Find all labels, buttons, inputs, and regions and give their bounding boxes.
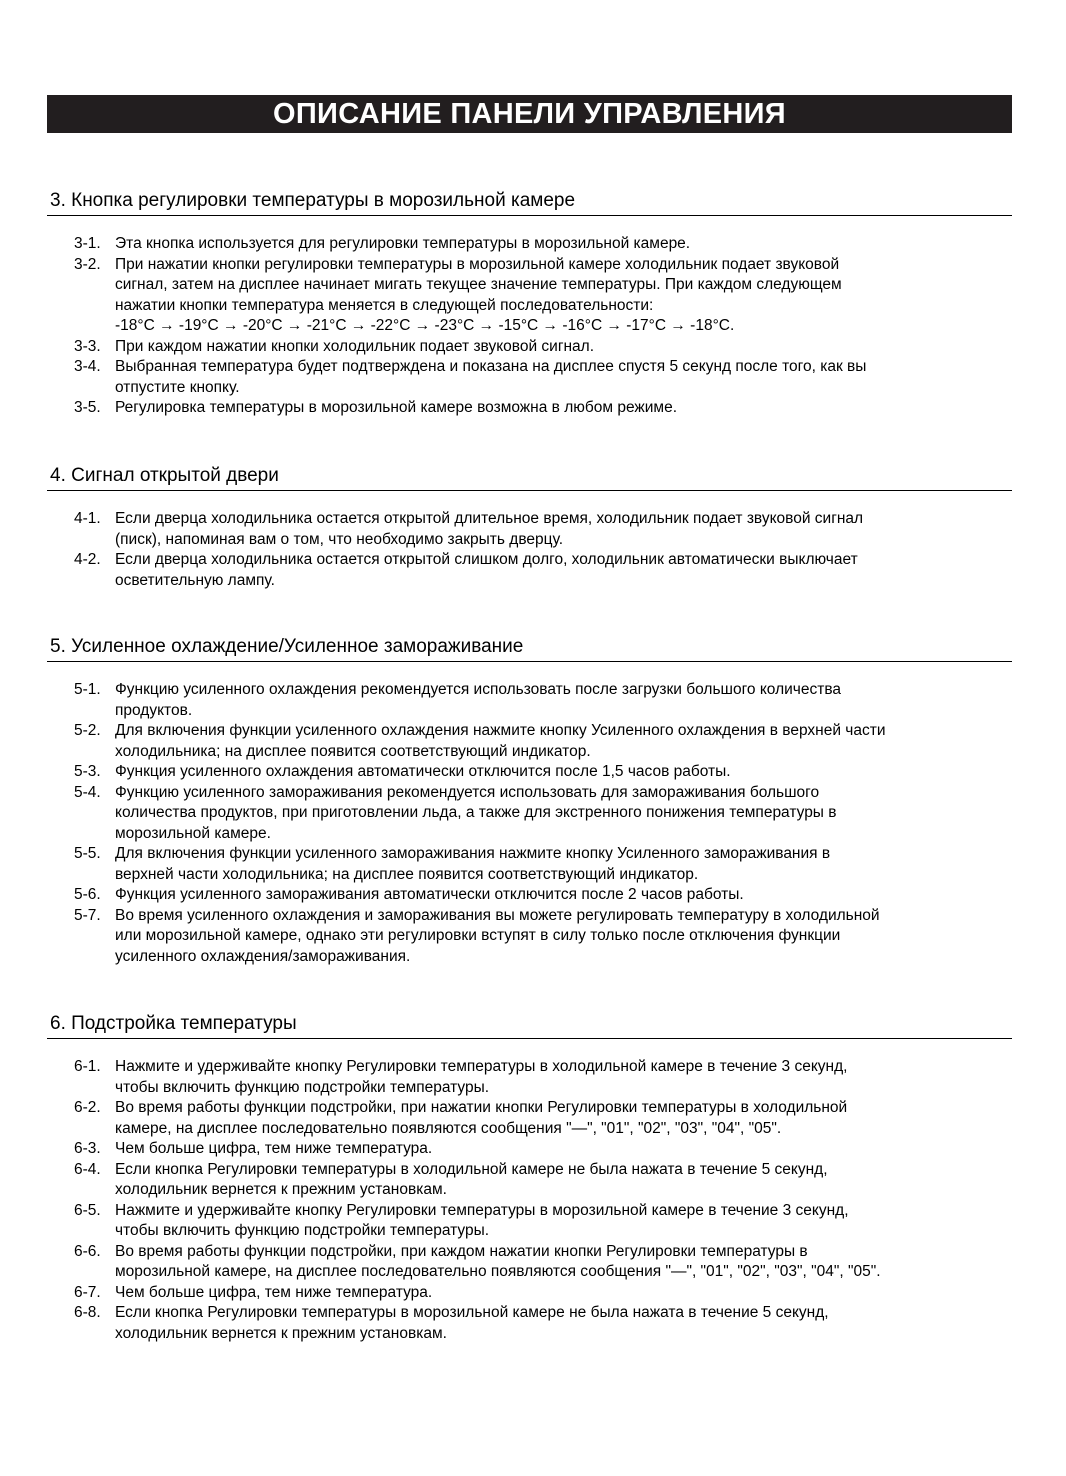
item-text-line: При нажатии кнопки регулировки температуры в морозильной камере холодильник подает звуковой [115, 255, 840, 273]
item-text [115, 1242, 1012, 1283]
section-items [47, 680, 1012, 967]
item-number: 4-1. [74, 510, 101, 527]
item-text-line: морозильной камере. [115, 824, 271, 842]
item-number: 5-5. [74, 845, 101, 862]
item-number: 5-4. [74, 783, 101, 801]
item-text-line: морозильной камере, на дисплее последовательно появляются сообщения "—", "01", "02", "03", "04", "05". [115, 1263, 881, 1280]
item-text-line: верхней части холодильника; на дисплее появится соответствующий индикатор. [115, 865, 699, 883]
list-item [47, 1160, 1012, 1201]
list-item [47, 1242, 1012, 1283]
list-item [47, 398, 1012, 419]
item-text-line: Функцию усиленного замораживания рекомендуется использовать для замораживания большого [115, 783, 820, 801]
item-text-line: Функция усиленного замораживания автоматически отключится после 2 часов работы. [115, 886, 744, 903]
item-text [115, 885, 1012, 906]
section-heading: 3. Кнопка регулировки температуры в морозильной камере [47, 190, 1012, 216]
item-text [115, 1160, 1012, 1201]
item-text-line: Чем больше цифра, тем ниже температура. [115, 1140, 433, 1157]
list-item [47, 550, 1012, 591]
item-text-line: Эта кнопка используется для регулировки температуры в морозильной камере. [115, 235, 691, 252]
item-text [115, 509, 1012, 550]
list-item [47, 1201, 1012, 1242]
item-text-line: сигнал, затем на дисплее начинает мигать текущее значение температуры. При каждом следующем [115, 276, 842, 293]
item-text [115, 255, 1012, 337]
item-text-line: камере, на дисплее последовательно появляются сообщения "—", "01", "02", "03", "04", "05". [115, 1119, 782, 1137]
item-text-line: Во время работы функции подстройки, при каждом нажатии кнопки Регулировки температуры в [115, 1242, 808, 1260]
item-text [115, 337, 1012, 358]
list-item [47, 844, 1012, 885]
item-text [115, 1139, 1012, 1160]
list-item [47, 234, 1012, 255]
item-text [115, 234, 1012, 255]
item-text-line: Если дверца холодильника остается открытой слишком долго, холодильник автоматически выключает [115, 551, 858, 568]
item-number: 4-2. [74, 551, 101, 568]
list-item [47, 357, 1012, 398]
item-text [115, 1057, 1012, 1098]
item-number: 3-3. [74, 337, 101, 355]
item-text-line: или морозильной камере, однако эти регулировки вступят в силу только после отключения функции [115, 927, 841, 944]
list-item [47, 337, 1012, 358]
item-number: 6-6. [74, 1242, 101, 1260]
item-text-line: холодильник вернется к прежним установкам. [115, 1324, 447, 1342]
item-number: 5-2. [74, 722, 101, 739]
item-text-line: Регулировка температуры в морозильной камере возможна в любом режиме. [115, 399, 677, 416]
section-6 [47, 1013, 1012, 1344]
item-number: 3-1. [74, 235, 101, 252]
item-number: 3-2. [74, 255, 101, 273]
item-text [115, 680, 1012, 721]
item-text-line: усиленного охлаждения/замораживания. [115, 947, 411, 965]
item-text-line: Функция усиленного охлаждения автоматически отключится после 1,5 часов работы. [115, 763, 731, 780]
item-text-line: отпустите кнопку. [115, 378, 240, 396]
item-text-line: -18°C → -19°C → -20°C → -21°C → -22°C → -23°C → -15°C → -16°C → -17°C → -18°C. [115, 317, 735, 334]
item-text-line: Чем больше цифра, тем ниже температура. [115, 1283, 433, 1301]
item-text-line: осветительную лампу. [115, 571, 275, 589]
list-item [47, 680, 1012, 721]
list-item [47, 721, 1012, 762]
list-item [47, 509, 1012, 550]
item-text [115, 357, 1012, 398]
item-text [115, 783, 1012, 845]
list-item [47, 762, 1012, 783]
section-heading: 4. Сигнал открытой двери [47, 465, 1012, 491]
list-item [47, 1139, 1012, 1160]
section-items [47, 234, 1012, 419]
section-items [47, 509, 1012, 591]
item-text-line: Выбранная температура будет подтверждена и показана на дисплее спустя 5 секунд после того, как вы [115, 358, 867, 375]
item-text [115, 1303, 1012, 1344]
item-number: 5-7. [74, 906, 101, 924]
item-text [115, 1283, 1012, 1304]
item-text-line: Нажмите и удерживайте кнопку Регулировки температуры в морозильной камере в течение 3 секунд, [115, 1201, 849, 1219]
item-number: 6-2. [74, 1099, 101, 1116]
item-number: 3-5. [74, 399, 101, 416]
item-number: 3-4. [74, 358, 101, 375]
list-item [47, 906, 1012, 968]
item-text-line: количества продуктов, при приготовлении льда, а также для экстренного понижения температуры в [115, 804, 837, 821]
item-text-line: Если кнопка Регулировки температуры в морозильной камере не была нажата в течение 5 секунд, [115, 1304, 829, 1321]
item-text [115, 762, 1012, 783]
item-text-line: продуктов. [115, 701, 193, 719]
item-text-line: Во время работы функции подстройки, при нажатии кнопки Регулировки температуры в холодильной [115, 1099, 848, 1116]
item-number: 5-1. [74, 681, 101, 698]
item-text-line: нажатии кнопки температура меняется в следующей последовательности: [115, 296, 654, 314]
title-banner [47, 95, 1012, 133]
section-3 [47, 190, 1012, 419]
section-4 [47, 465, 1012, 591]
section-heading: 6. Подстройка температуры [47, 1013, 1012, 1039]
list-item [47, 885, 1012, 906]
item-text-line: При каждом нажатии кнопки холодильник подает звуковой сигнал. [115, 337, 595, 355]
item-text [115, 398, 1012, 419]
item-text [115, 906, 1012, 968]
section-5 [47, 636, 1012, 967]
item-number: 6-3. [74, 1140, 101, 1157]
item-text-line: Для включения функции усиленного замораживания нажмите кнопку Усиленного замораживания в [115, 845, 831, 862]
section-items [47, 1057, 1012, 1344]
list-item [47, 1057, 1012, 1098]
list-item [47, 1303, 1012, 1344]
list-item [47, 1283, 1012, 1304]
item-text-line: холодильник вернется к прежним установкам. [115, 1181, 447, 1198]
item-text-line: Во время усиленного охлаждения и замораживания вы можете регулировать температуру в холодильной [115, 906, 880, 924]
item-text-line: Если дверца холодильника остается открытой длительное время, холодильник подает звуковой сигнал [115, 510, 864, 527]
item-text-line: (писк), напоминая вам о том, что необходимо закрыть дверцу. [115, 530, 564, 548]
item-text-line: Для включения функции усиленного охлаждения нажмите кнопку Усиленного охлаждения в верхней части [115, 722, 886, 739]
item-number: 6-4. [74, 1160, 101, 1178]
item-number: 5-3. [74, 763, 101, 780]
item-text-line: холодильника; на дисплее появится соответствующий индикатор. [115, 742, 591, 760]
item-text [115, 721, 1012, 762]
item-text [115, 1201, 1012, 1242]
item-text [115, 844, 1012, 885]
item-text-line: чтобы включить функцию подстройки температуры. [115, 1078, 490, 1096]
list-item [47, 255, 1012, 337]
item-number: 6-1. [74, 1058, 101, 1075]
item-number: 6-8. [74, 1304, 101, 1321]
page-title: ОПИСАНИЕ ПАНЕЛИ УПРАВЛЕНИЯ [273, 98, 786, 130]
item-text [115, 550, 1012, 591]
item-number: 6-5. [74, 1201, 101, 1219]
list-item [47, 1098, 1012, 1139]
item-text-line: Функцию усиленного охлаждения рекомендуется использовать после загрузки большого количества [115, 681, 842, 698]
item-number: 6-7. [74, 1283, 101, 1301]
item-text-line: Если кнопка Регулировки температуры в холодильной камере не была нажата в течение 5 секунд, [115, 1160, 828, 1178]
section-heading: 5. Усиленное охлаждение/Усиленное замораживание [47, 636, 1012, 662]
item-text-line: Нажмите и удерживайте кнопку Регулировки температуры в холодильной камере в течение 3 секунд, [115, 1058, 848, 1075]
item-text [115, 1098, 1012, 1139]
item-number: 5-6. [74, 886, 101, 903]
item-text-line: чтобы включить функцию подстройки температуры. [115, 1222, 490, 1239]
list-item [47, 783, 1012, 845]
